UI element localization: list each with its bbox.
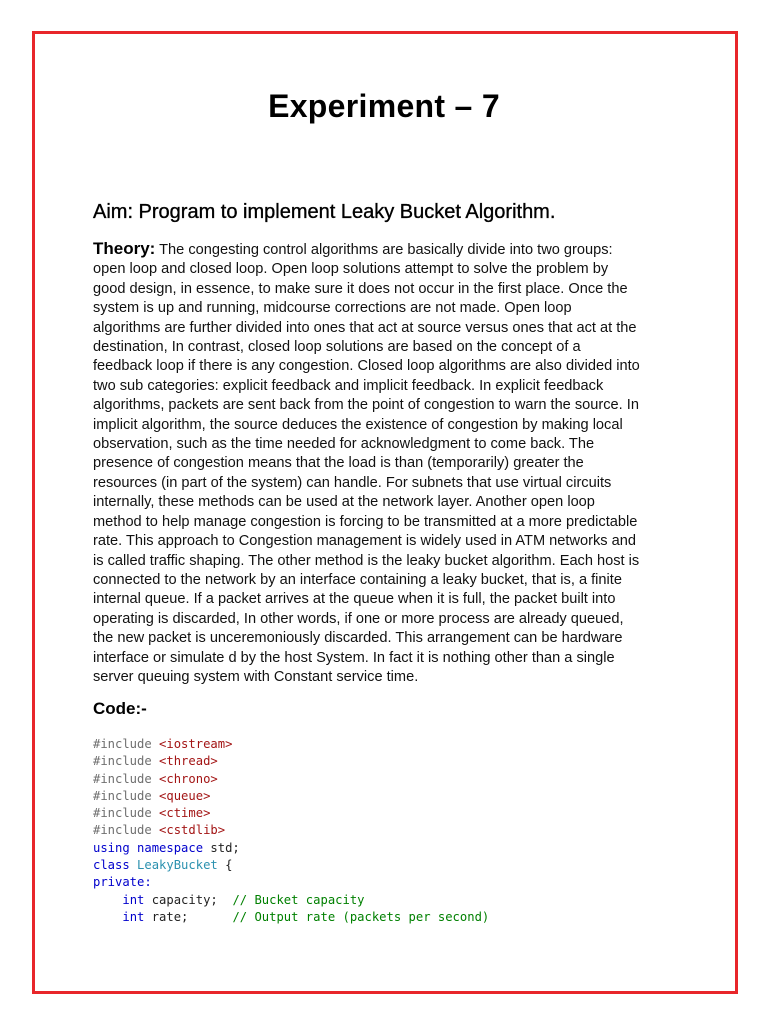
code-line [93, 788, 489, 805]
code-token-plain: std; [210, 840, 240, 855]
theory-line: observation, such as the time needed for acknowledgment to come back. The [93, 436, 595, 453]
theory-line: open loop and closed loop. Open loop solutions attempt to solve the problem by [93, 261, 609, 278]
code-token-pre: #include [93, 754, 160, 769]
code-token-kw: int [122, 892, 145, 907]
theory-line-first [93, 239, 683, 260]
code-line [93, 805, 489, 822]
aim-heading: Aim: Program to implement Leaky Bucket Algorithm. [93, 201, 556, 223]
code-line [93, 822, 489, 839]
code-token-plain: rate; [144, 909, 233, 924]
theory-line: two sub categories: explicit feedback and implicit feedback. In explicit feedback [93, 377, 604, 394]
theory-line: algorithms are further divided into ones that act at source versus ones that act at the [93, 319, 637, 336]
code-token-kw: int [122, 909, 145, 924]
code-line [93, 874, 489, 891]
theory-line: good design, in essence, to make sure it does not occur in the first place. Once the [93, 280, 628, 297]
code-token-str: <thread> [159, 754, 218, 769]
code-token-kw: using namespace [93, 840, 211, 855]
code-token-type: LeakyBucket [137, 858, 218, 873]
code-token-pre: #include [93, 823, 160, 838]
theory-paragraph [93, 239, 683, 687]
code-line [93, 892, 489, 909]
theory-line: is called traffic shaping. The other method is the leaky bucket algorithm. Each host is [93, 552, 640, 569]
code-token-plain: { [217, 858, 233, 873]
code-token-plain [93, 910, 122, 924]
code-token-pre: #include [93, 737, 160, 751]
theory-line: the new packet is unceremoniously discarded. This arrangement can be hardware [93, 630, 623, 647]
code-token-pre: #include [93, 788, 160, 803]
code-token-plain: capacity; [144, 892, 233, 907]
theory-line: server queuing system with Constant service time. [93, 668, 419, 685]
theory-line: implicit algorithm, the source deduces the existence of congestion by making local [93, 416, 623, 433]
code-token-cmt: // Bucket capacity [232, 892, 365, 907]
theory-label: Theory: [93, 239, 156, 258]
theory-line: feedback loop if there is any congestion. Closed loop algorithms are also divided into [93, 358, 640, 375]
code-line [93, 909, 489, 926]
code-line [93, 857, 489, 874]
theory-line: method to help manage congestion is forcing to be transmitted at a more predictable [93, 513, 638, 530]
theory-line: connected to the network by an interface containing a leaky bucket, that is, a finite [93, 571, 622, 588]
code-token-kw: class [93, 858, 138, 873]
theory-line: resources (in part of the system) can handle. For subnets that use virtual circuits [93, 474, 612, 491]
theory-line: presence of congestion means that the load is than (temporarily) greater the [93, 455, 584, 472]
code-token-cmt: // Output rate (packets per second) [232, 909, 490, 924]
code-line [93, 840, 489, 857]
code-token-plain [93, 893, 122, 907]
theory-line-text: The congesting control algorithms are basically divide into two groups: [159, 242, 613, 258]
code-token-pre: #include [93, 806, 160, 821]
code-block [93, 736, 489, 926]
code-token-str: <ctime> [159, 806, 211, 821]
page-title: Experiment – 7 [268, 88, 500, 124]
code-token-kw: private: [93, 875, 152, 890]
code-token-str: <chrono> [159, 771, 218, 786]
theory-line: internally, these methods can be used at the network layer. Another open loop [93, 494, 595, 511]
code-token-str: <queue> [159, 788, 211, 803]
code-token-pre: #include [93, 771, 160, 786]
theory-line: algorithms, packets are sent back from the point of congestion to warn the source. In [93, 397, 639, 414]
code-heading: Code:- [93, 699, 147, 718]
code-token-str: <cstdlib> [159, 823, 226, 838]
theory-line: system is up and running, midcourse corrections are not made. Open loop [93, 300, 572, 317]
theory-line: operating is discarded, In other words, if one or more process are already queued, [93, 610, 624, 627]
code-line [93, 771, 489, 788]
code-token-str: <iostream> [159, 737, 233, 751]
theory-line: interface or simulate d by the host System. In fact it is nothing other than a single [93, 649, 615, 666]
theory-line: internal queue. If a packet arrives at the queue when it is full, the packet built into [93, 591, 616, 608]
theory-line: rate. This approach to Congestion management is widely used in ATM networks and [93, 533, 636, 550]
code-line [93, 753, 489, 770]
theory-line: destination, In contrast, closed loop solutions are based on the concept of a [93, 339, 581, 356]
code-line [93, 736, 489, 753]
